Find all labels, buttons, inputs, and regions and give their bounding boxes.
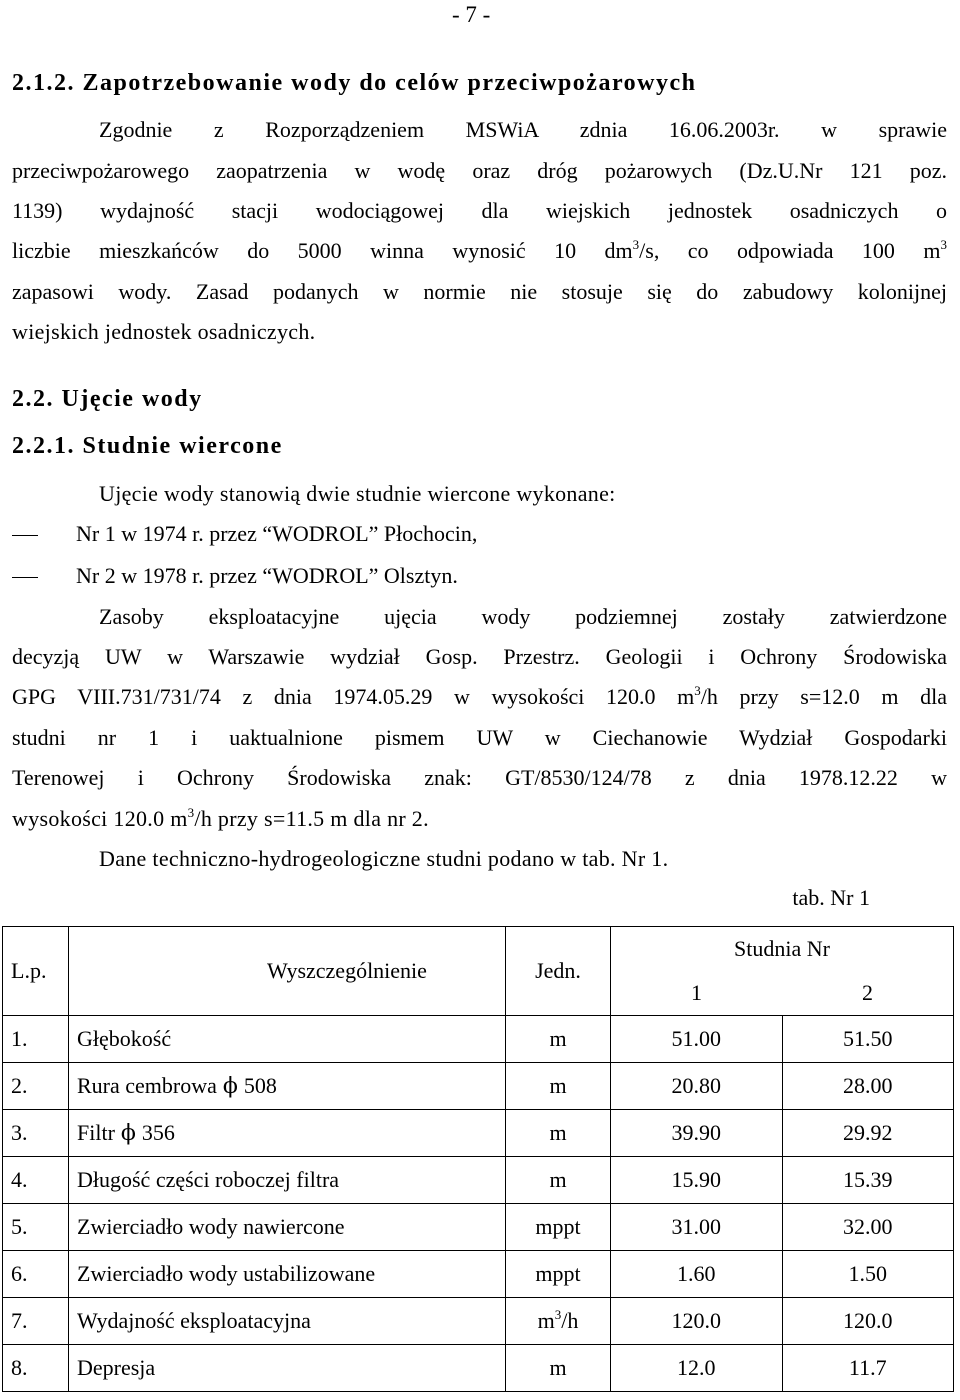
cell-unit [506, 1298, 611, 1345]
cell-value-1: 31.00 [611, 1204, 783, 1251]
superscript: 3 [694, 683, 701, 698]
section-heading-2-2: 2.2. Ujęcie wody [12, 386, 203, 412]
cell-lp: 5. [3, 1204, 69, 1251]
table-row [3, 1298, 954, 1345]
table-row [3, 1157, 954, 1204]
cell-name: Depresja [69, 1345, 506, 1392]
cell-unit: m [506, 1345, 611, 1392]
paragraph-line: zapasowi wody. Zasad podanych w normie nie stosuje się do zabudowy kolonijnej [12, 279, 947, 304]
text-span: m [537, 1308, 555, 1333]
phi-symbol: ϕ [222, 1074, 238, 1099]
paragraph-line [12, 684, 947, 710]
text-span: liczbie mieszkańców do 5000 winna wynosić 10 dm [12, 238, 633, 263]
cell-value-2: 1.50 [782, 1251, 954, 1298]
cell-name: Długość części roboczej filtra [69, 1157, 506, 1204]
list-item-text: Nr 2 w 1978 r. przez “WODROL” Olsztyn. [76, 563, 458, 588]
list-item-text: Nr 1 w 1974 r. przez “WODROL” Płochocin, [76, 521, 478, 546]
paragraph-line: Zasoby eksploatacyjne ujęcia wody podziemnej zostały zatwierdzone [99, 604, 947, 629]
cell-unit: m [506, 1157, 611, 1204]
cell-lp: 1. [3, 1016, 69, 1063]
dash-bullet [12, 577, 38, 578]
text-span: Rura cembrowa [77, 1073, 217, 1098]
cell-value-1: 39.90 [611, 1110, 783, 1157]
cell-lp: 7. [3, 1298, 69, 1345]
cell-value-1: 12.0 [611, 1345, 783, 1392]
phi-symbol: ϕ [120, 1121, 136, 1146]
table-row [3, 1204, 954, 1251]
cell-value-2: 120.0 [782, 1298, 954, 1345]
superscript: 3 [554, 1307, 562, 1322]
cell-unit: m [506, 1110, 611, 1157]
text-span: 356 [141, 1120, 175, 1145]
cell-name [69, 1110, 506, 1157]
cell-value-2: 32.00 [782, 1204, 954, 1251]
superscript: 3 [187, 805, 195, 820]
cell-lp: 8. [3, 1345, 69, 1392]
dash-bullet [12, 535, 38, 536]
cell-value-2: 11.7 [782, 1345, 954, 1392]
cell-lp: 3. [3, 1110, 69, 1157]
table-row [3, 1345, 954, 1392]
header-unit: Jedn. [506, 927, 611, 1016]
paragraph-line: Zgodnie z Rozporządzeniem MSWiA zdnia 16.06.2003r. w sprawie [99, 117, 947, 142]
table-row [3, 1251, 954, 1298]
well-data-table [2, 926, 954, 1392]
cell-value-1: 51.00 [611, 1016, 783, 1063]
text-span: GPG VIII.731/731/74 z dnia 1974.05.29 w wysokości 120.0 m [12, 684, 695, 709]
header-studnia-nr: Studnia Nr [611, 927, 954, 972]
cell-unit: mppt [506, 1251, 611, 1298]
text-span: wysokości 120.0 m [12, 806, 188, 831]
paragraph-line: Dane techniczno-hydrogeologiczne studni podano w tab. Nr 1. [99, 846, 669, 871]
table-caption: tab. Nr 1 [792, 885, 870, 910]
cell-value-1: 15.90 [611, 1157, 783, 1204]
section-heading-2-1-2: 2.1.2. Zapotrzebowanie wody do celów przeciwpożarowych [12, 70, 697, 96]
cell-unit: mppt [506, 1204, 611, 1251]
paragraph-line: 1139) wydajność stacji wodociągowej dla wiejskich jednostek osadniczych o [12, 198, 947, 223]
table-row [3, 1016, 954, 1063]
cell-name [69, 1063, 506, 1110]
section-heading-2-2-1: 2.2.1. Studnie wiercone [12, 433, 283, 459]
cell-value-2: 28.00 [782, 1063, 954, 1110]
text-span: /h [561, 1308, 579, 1333]
cell-unit: m [506, 1016, 611, 1063]
cell-value-1: 20.80 [611, 1063, 783, 1110]
list-item [12, 563, 458, 589]
page-number: - 7 - [452, 2, 491, 27]
header-lp: L.p. [3, 927, 69, 1016]
cell-value-1: 1.60 [611, 1251, 783, 1298]
cell-name: Wydajność eksploatacyjna [69, 1298, 506, 1345]
paragraph-line [12, 806, 429, 832]
header-col-2: 2 [782, 971, 954, 1016]
header-col-1: 1 [611, 971, 783, 1016]
cell-lp: 6. [3, 1251, 69, 1298]
table-row [3, 1063, 954, 1110]
text-span: Filtr [77, 1120, 115, 1145]
text-span: /s, co odpowiada 100 m [639, 238, 941, 263]
cell-value-2: 29.92 [782, 1110, 954, 1157]
cell-name: Głębokość [69, 1016, 506, 1063]
paragraph-line: przeciwpożarowego zaopatrzenia w wodę oraz dróg pożarowych (Dz.U.Nr 121 poz. [12, 158, 947, 183]
cell-value-1: 120.0 [611, 1298, 783, 1345]
superscript: 3 [940, 237, 947, 252]
paragraph-line: Terenowej i Ochrony Środowiska znak: GT/8530/124/78 z dnia 1978.12.22 w [12, 765, 947, 790]
cell-lp: 4. [3, 1157, 69, 1204]
text-span: /h przy s=11.5 m dla nr 2. [194, 806, 429, 831]
paragraph-line: decyzją UW w Warszawie wydział Gosp. Przestrz. Geologii i Ochrony Środowiska [12, 644, 947, 669]
list-item [12, 521, 477, 547]
cell-name: Zwierciadło wody nawiercone [69, 1204, 506, 1251]
cell-value-2: 15.39 [782, 1157, 954, 1204]
text-span: 508 [243, 1073, 277, 1098]
paragraph-line [12, 238, 947, 264]
paragraph-line: studni nr 1 i uaktualnione pismem UW w Ciechanowie Wydział Gospodarki [12, 725, 947, 750]
cell-name: Zwierciadło wody ustabilizowane [69, 1251, 506, 1298]
paragraph-line: wiejskich jednostek osadniczych. [12, 319, 316, 344]
cell-lp: 2. [3, 1063, 69, 1110]
table-header-row [3, 927, 954, 972]
header-name: Wyszczególnienie [69, 927, 506, 1016]
cell-value-2: 51.50 [782, 1016, 954, 1063]
cell-unit: m [506, 1063, 611, 1110]
table-row [3, 1110, 954, 1157]
paragraph-line: Ujęcie wody stanowią dwie studnie wiercone wykonane: [99, 481, 616, 506]
superscript: 3 [632, 237, 640, 252]
text-span: /h przy s=12.0 m dla [700, 684, 947, 709]
